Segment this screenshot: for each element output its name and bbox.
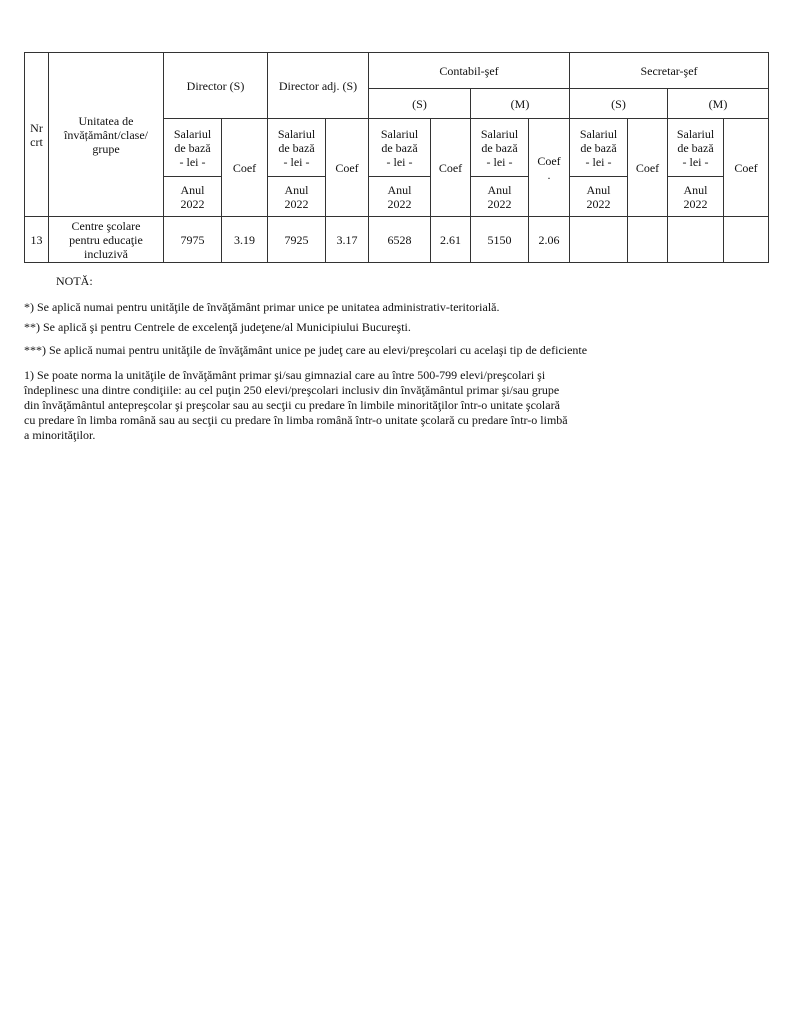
contabil-m-header: (M) [471,89,570,119]
table-row [25,217,769,263]
contabil-s-coef-header: Coef [431,119,471,217]
secretar-m-header: (M) [668,89,769,119]
secretar-m-salary-value [668,217,724,263]
director-salary-header: Salariul de bază - lei - [164,119,222,177]
director-coef-value: 3.19 [222,217,268,263]
unit-header: Unitatea de învățământ/clase/ grupe [49,53,164,217]
adj-coef-header: Coef [326,119,369,217]
secretar-s-coef-header: Coef [628,119,668,217]
director-header: Director (S) [164,53,268,119]
director-coef-header: Coef [222,119,268,217]
director-year-header: Anul 2022 [164,177,222,217]
note-4: 1) Se poate norma la unităţile de învăţământ primar şi/sau gimnazial care au între 500-799 elevi/preşcolari şi îndeplinesc una dintre condiţiile: au cel puţin 250 elevi/preşcolari inclusiv din învăţământul primar şi/sau grupe din învăţământul antepreşcolar şi preşcolar sau au secţii cu predare în limbile minorităţilor într-o unitate şcolară cu predare în limba română sau au secţii cu predare în limba română într-o unitate şcolară cu predare într-o limbă a minorităţilor. [24,368,568,442]
secretar-s-salary-header: Salariul de bază - lei - [570,119,628,177]
nota-title: NOTĂ: [56,274,93,288]
adj-salary-header: Salariul de bază - lei - [268,119,326,177]
salary-table [24,52,769,263]
contabil-s-header: (S) [369,89,471,119]
contabil-m-salary-value: 5150 [471,217,529,263]
nr-crt-header: Nr crt [25,53,49,217]
secretar-m-salary-header: Salariul de bază - lei - [668,119,724,177]
director-salary-value: 7975 [164,217,222,263]
contabil-s-year-header: Anul 2022 [369,177,431,217]
contabil-m-coef-value: 2.06 [529,217,570,263]
secretar-m-year-header: Anul 2022 [668,177,724,217]
adj-salary-value: 7925 [268,217,326,263]
secretar-s-year-header: Anul 2022 [570,177,628,217]
contabil-s-coef-value: 2.61 [431,217,471,263]
contabil-sef-header: Contabil-şef [369,53,570,89]
row-nr: 13 [25,217,49,263]
contabil-m-coef-header: Coef . [529,119,570,217]
secretar-m-coef-value [724,217,769,263]
secretar-m-coef-header: Coef [724,119,769,217]
contabil-m-salary-header: Salariul de bază - lei - [471,119,529,177]
adj-coef-value: 3.17 [326,217,369,263]
note-2: **) Se aplică şi pentru Centrele de excelenţă judeţene/al Municipiului Bucureşti. [24,320,411,334]
adj-year-header: Anul 2022 [268,177,326,217]
note-1: *) Se aplică numai pentru unităţile de învăţământ primar unice pe unitatea administrativ-teritorială. [24,300,500,314]
director-adj-header: Director adj. (S) [268,53,369,119]
secretar-s-salary-value [570,217,628,263]
contabil-s-salary-header: Salariul de bază - lei - [369,119,431,177]
secretar-s-coef-value [628,217,668,263]
contabil-s-salary-value: 6528 [369,217,431,263]
contabil-m-year-header: Anul 2022 [471,177,529,217]
row-unit: Centre şcolare pentru educaţie incluzivă [49,217,164,263]
note-3: ***) Se aplică numai pentru unităţile de învăţământ unice pe judeţ care au elevi/preşcolari cu acelaşi tip de deficiente [24,343,588,357]
secretar-s-header: (S) [570,89,668,119]
secretar-sef-header: Secretar-şef [570,53,769,89]
